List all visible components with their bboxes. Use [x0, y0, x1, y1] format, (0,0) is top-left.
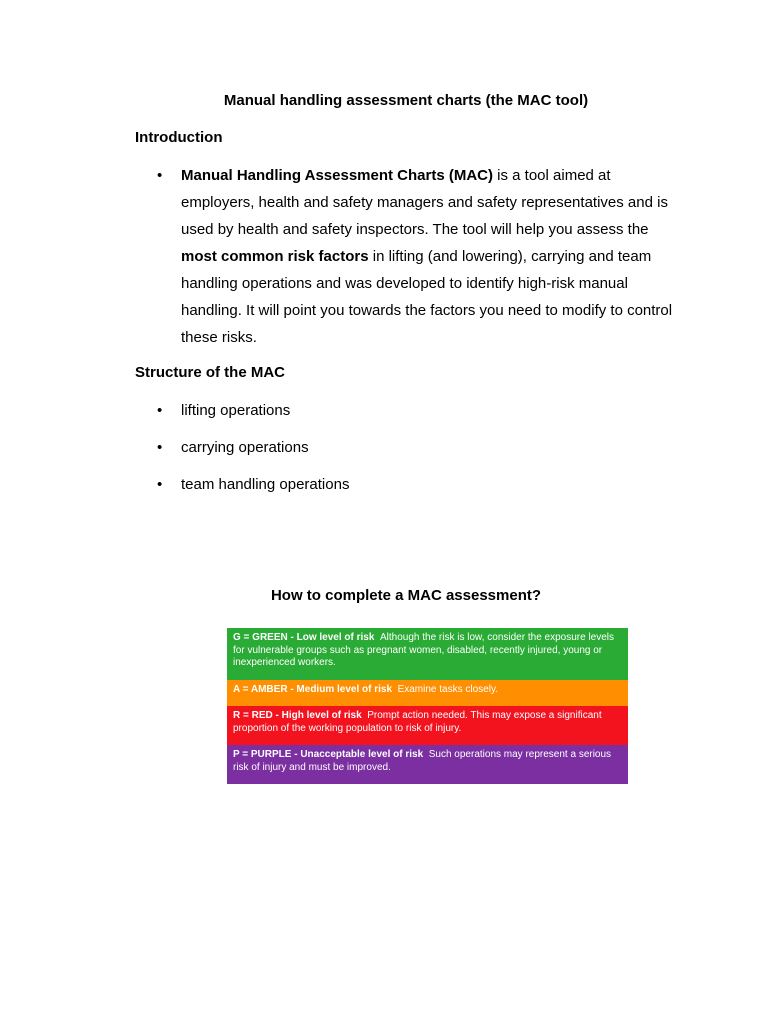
- risk-level-key: R = RED - High level of risk: [233, 710, 362, 721]
- list-item-label: lifting operations: [181, 402, 291, 419]
- risk-legend-row-amber: [227, 680, 628, 706]
- how-to-heading: How to complete a MAC assessment?: [270, 587, 542, 604]
- introduction-paragraph: [181, 162, 687, 351]
- introduction-bullet: [157, 162, 687, 352]
- bullet-icon: •: [157, 439, 163, 456]
- risk-level-key: A = AMBER - Medium level of risk: [233, 684, 393, 695]
- mac-term: Manual Handling Assessment Charts (MAC): [181, 167, 493, 184]
- bullet-icon: •: [157, 402, 163, 419]
- risk-level-description: Examine tasks closely.: [397, 684, 498, 695]
- risk-level-description: Prompt action needed. This may expose a significant proportion of the working population to risk of injury.: [233, 710, 602, 734]
- risk-level-description: Such operations may represent a serious risk of injury and must be improved.: [233, 749, 612, 773]
- introduction-text-part-1: is a tool aimed at employers, health and safety managers and safety representatives and is used by health and safety inspectors. The tool will help you assess the: [181, 167, 668, 238]
- risk-factors-emphasis: most common risk factors: [181, 248, 369, 265]
- list-item: [157, 471, 687, 498]
- risk-legend-row-red: [227, 706, 628, 745]
- structure-heading: Structure of the MAC: [135, 364, 285, 381]
- bullet-icon: •: [157, 476, 163, 493]
- introduction-text-part-2: in lifting (and lowering), carrying and team handling operations and was developed to identify high-risk manual handling. It will point you towards the factors you need to modify to control these risks.: [181, 248, 673, 346]
- list-item-label: team handling operations: [181, 476, 350, 493]
- risk-level-description: Although the risk is low, consider the exposure levels for vulnerable groups such as pregnant women, disabled, recently injured, young or inexperienced workers.: [233, 632, 615, 668]
- risk-legend: [227, 628, 628, 784]
- introduction-heading: Introduction: [135, 129, 223, 146]
- risk-level-key: P = PURPLE - Unacceptable level of risk: [233, 749, 424, 760]
- bullet-icon: •: [157, 167, 163, 184]
- risk-legend-row-green: [227, 628, 628, 680]
- list-item: [157, 434, 687, 461]
- risk-legend-row-purple: [227, 745, 628, 784]
- list-item-label: carrying operations: [181, 439, 309, 456]
- document-title: Manual handling assessment charts (the MAC tool): [223, 92, 589, 109]
- list-item: [157, 397, 687, 424]
- risk-level-key: G = GREEN - Low level of risk: [233, 632, 375, 643]
